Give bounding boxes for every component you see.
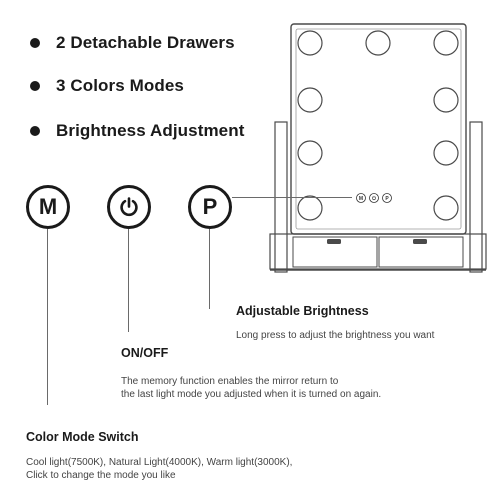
onoff-title: ON/OFF xyxy=(121,346,169,360)
brightness-title: Adjustable Brightness xyxy=(236,304,369,318)
connector-line xyxy=(232,197,352,198)
brightness-letter: P xyxy=(202,194,218,219)
bulb-icon xyxy=(434,141,458,165)
power-icon xyxy=(118,196,140,218)
bulb-icon xyxy=(298,31,322,55)
feature-label: Brightness Adjustment xyxy=(56,121,245,140)
onoff-text-line1: The memory function enables the mirror return to xyxy=(121,376,339,387)
mode-button[interactable] xyxy=(26,185,70,229)
feature-brightness xyxy=(30,121,245,141)
mini-brightness-label: P xyxy=(385,196,389,202)
mini-mode-label: M xyxy=(358,196,364,202)
feature-label: 3 Colors Modes xyxy=(56,76,184,95)
bullet-icon xyxy=(30,126,40,136)
bulb-icon xyxy=(366,31,390,55)
bulb-icon xyxy=(298,141,322,165)
bulb-icon xyxy=(434,88,458,112)
mini-power-label: ⏻ xyxy=(372,196,376,202)
bulb-icon xyxy=(434,196,458,220)
feature-label: 2 Detachable Drawers xyxy=(56,33,235,52)
power-button[interactable] xyxy=(107,185,151,229)
mode-title: Color Mode Switch xyxy=(26,430,139,444)
onoff-text-line2: the last light mode you adjusted when it is turned on again. xyxy=(121,389,382,400)
bulb-icon xyxy=(298,88,322,112)
leader-line-mode xyxy=(47,229,48,405)
mode-text-line2: Click to change the mode you like xyxy=(26,470,176,481)
mode-text-line1: Cool light(7500K), Natural Light(4000K), Warm light(3000K), xyxy=(26,457,293,468)
mirror-illustration xyxy=(268,22,488,277)
mode-letter: M xyxy=(38,194,58,219)
leader-line-power xyxy=(128,229,129,332)
brightness-text: Long press to adjust the brightness you want xyxy=(236,330,435,341)
leader-line-brightness xyxy=(209,229,210,309)
bullet-icon xyxy=(30,38,40,48)
drawer-knob-icon xyxy=(413,239,427,244)
brightness-button[interactable] xyxy=(188,185,232,229)
feature-drawers xyxy=(30,33,235,53)
bulb-icon xyxy=(298,196,322,220)
feature-colors xyxy=(30,76,184,96)
bulb-icon xyxy=(434,31,458,55)
bullet-icon xyxy=(30,81,40,91)
drawer-knob-icon xyxy=(327,239,341,244)
